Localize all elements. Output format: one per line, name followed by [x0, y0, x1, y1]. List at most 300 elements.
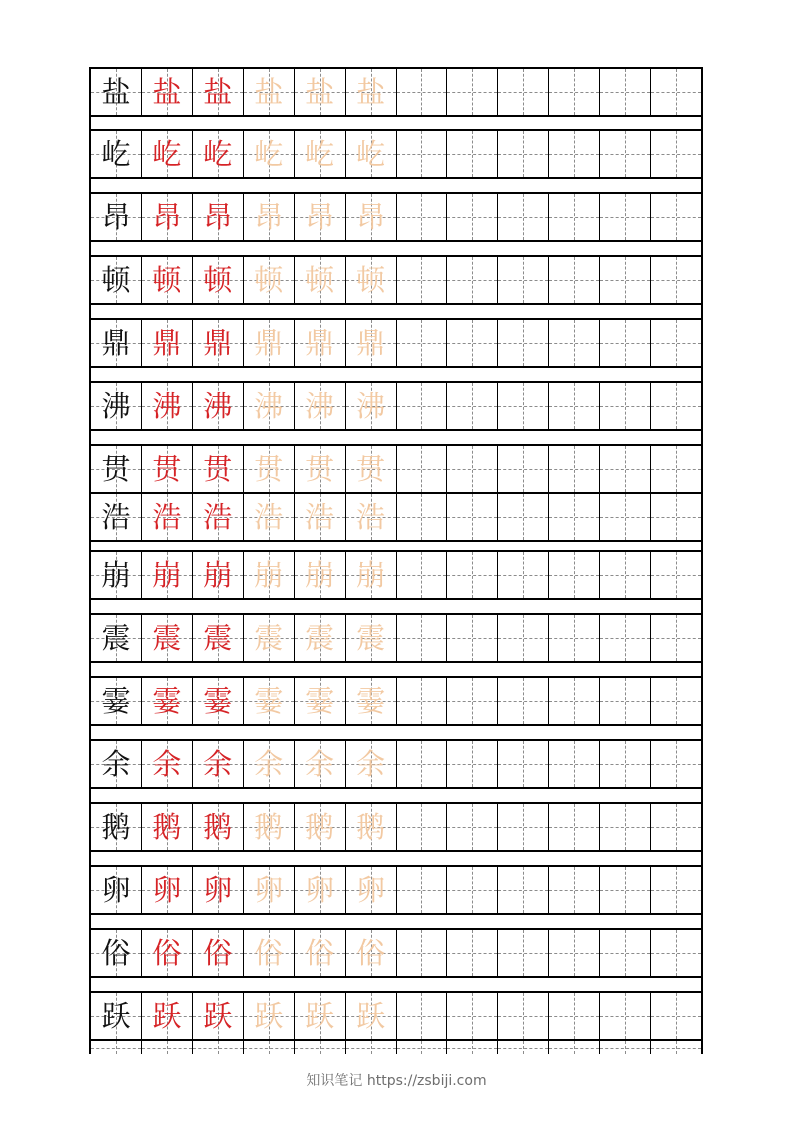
- red-example-character: 崩: [152, 557, 182, 592]
- writing-cell: [244, 446, 295, 492]
- red-example-character: 盐: [152, 74, 182, 109]
- writing-cell: [244, 804, 295, 850]
- writing-cell: [142, 383, 193, 429]
- trace-character: 盐: [305, 74, 335, 109]
- red-example-character: 霎: [203, 683, 233, 718]
- writing-cell: [142, 552, 193, 598]
- writing-cell: [193, 383, 244, 429]
- writing-cell: [142, 741, 193, 787]
- writing-cell: [651, 615, 701, 661]
- writing-cell: [549, 494, 600, 540]
- writing-cell: [346, 1041, 397, 1054]
- writing-cell: [244, 257, 295, 303]
- writing-cell: [346, 194, 397, 240]
- model-character: 浩: [101, 499, 131, 534]
- writing-cell: [447, 741, 498, 787]
- writing-cell: [600, 615, 651, 661]
- trace-character: 昂: [305, 199, 335, 234]
- writing-cell: [91, 320, 142, 366]
- writing-cell: [244, 867, 295, 913]
- writing-cell: [193, 804, 244, 850]
- writing-cell: [193, 494, 244, 540]
- red-example-character: 鹅: [152, 809, 182, 844]
- practice-row: [91, 676, 701, 726]
- writing-cell: [295, 1041, 346, 1054]
- writing-cell: [397, 615, 448, 661]
- writing-cell: [193, 552, 244, 598]
- model-character: 贯: [101, 451, 131, 486]
- writing-cell: [600, 993, 651, 1039]
- writing-cell: [142, 69, 193, 115]
- red-example-character: 跃: [152, 998, 182, 1033]
- red-example-character: 浩: [152, 499, 182, 534]
- trace-character: 卵: [305, 872, 335, 907]
- writing-cell: [498, 320, 549, 366]
- writing-cell: [91, 69, 142, 115]
- red-example-character: 卵: [152, 872, 182, 907]
- writing-cell: [295, 678, 346, 724]
- red-example-character: 鼎: [203, 325, 233, 360]
- trace-character: 盐: [254, 74, 284, 109]
- writing-cell: [346, 446, 397, 492]
- trace-character: 霎: [305, 683, 335, 718]
- trace-character: 余: [305, 746, 335, 781]
- writing-cell: [549, 741, 600, 787]
- writing-cell: [397, 320, 448, 366]
- writing-cell: [600, 383, 651, 429]
- writing-cell: [295, 383, 346, 429]
- practice-row: [91, 550, 701, 600]
- writing-cell: [244, 552, 295, 598]
- trace-character: 震: [305, 620, 335, 655]
- red-example-character: 鹅: [203, 809, 233, 844]
- writing-cell: [244, 1041, 295, 1054]
- trace-character: 贯: [356, 451, 386, 486]
- trace-character: 震: [254, 620, 284, 655]
- red-example-character: 震: [203, 620, 233, 655]
- writing-cell: [447, 552, 498, 598]
- writing-cell: [244, 69, 295, 115]
- writing-cell: [549, 804, 600, 850]
- practice-row: [91, 192, 701, 242]
- writing-cell: [142, 494, 193, 540]
- writing-cell: [295, 867, 346, 913]
- writing-cell: [600, 257, 651, 303]
- trace-character: 沸: [254, 388, 284, 423]
- writing-cell: [397, 867, 448, 913]
- red-example-character: 霎: [152, 683, 182, 718]
- model-character: 崩: [101, 557, 131, 592]
- writing-cell: [549, 930, 600, 976]
- writing-cell: [397, 993, 448, 1039]
- writing-cell: [651, 194, 701, 240]
- writing-cell: [498, 678, 549, 724]
- practice-row: [91, 991, 701, 1041]
- writing-cell: [346, 131, 397, 177]
- writing-cell: [91, 131, 142, 177]
- writing-cell: [447, 194, 498, 240]
- writing-cell: [600, 741, 651, 787]
- writing-cell: [447, 257, 498, 303]
- writing-cell: [91, 993, 142, 1039]
- writing-cell: [447, 320, 498, 366]
- writing-cell: [397, 494, 448, 540]
- writing-cell: [600, 678, 651, 724]
- writing-cell: [346, 804, 397, 850]
- practice-row: [91, 444, 701, 494]
- practice-row: [91, 492, 701, 542]
- writing-cell: [600, 69, 651, 115]
- writing-cell: [91, 678, 142, 724]
- writing-cell: [346, 867, 397, 913]
- writing-cell: [498, 867, 549, 913]
- trace-character: 俗: [356, 935, 386, 970]
- writing-cell: [142, 194, 193, 240]
- writing-cell: [193, 320, 244, 366]
- writing-cell: [498, 494, 549, 540]
- writing-cell: [549, 867, 600, 913]
- writing-cell: [91, 1041, 142, 1054]
- trace-character: 屹: [254, 136, 284, 171]
- trace-character: 沸: [305, 388, 335, 423]
- writing-cell: [193, 446, 244, 492]
- writing-cell: [91, 867, 142, 913]
- writing-cell: [295, 69, 346, 115]
- writing-cell: [346, 494, 397, 540]
- model-character: 跃: [101, 998, 131, 1033]
- writing-cell: [91, 446, 142, 492]
- writing-cell: [397, 804, 448, 850]
- red-example-character: 沸: [152, 388, 182, 423]
- writing-cell: [346, 320, 397, 366]
- partial-row: [91, 1039, 701, 1054]
- trace-character: 顿: [254, 262, 284, 297]
- writing-cell: [142, 1041, 193, 1054]
- writing-cell: [346, 383, 397, 429]
- trace-character: 崩: [356, 557, 386, 592]
- writing-cell: [600, 867, 651, 913]
- red-example-character: 震: [152, 620, 182, 655]
- writing-cell: [193, 741, 244, 787]
- red-example-character: 昂: [203, 199, 233, 234]
- writing-cell: [498, 257, 549, 303]
- trace-character: 卵: [356, 872, 386, 907]
- practice-row: [91, 802, 701, 852]
- trace-character: 浩: [356, 499, 386, 534]
- writing-cell: [346, 930, 397, 976]
- trace-character: 跃: [254, 998, 284, 1033]
- writing-cell: [142, 993, 193, 1039]
- red-example-character: 屹: [152, 136, 182, 171]
- red-example-character: 俗: [203, 935, 233, 970]
- model-character: 鹅: [101, 809, 131, 844]
- writing-cell: [498, 552, 549, 598]
- writing-cell: [295, 930, 346, 976]
- red-example-character: 卵: [203, 872, 233, 907]
- red-example-character: 屹: [203, 136, 233, 171]
- writing-cell: [651, 131, 701, 177]
- red-example-character: 沸: [203, 388, 233, 423]
- writing-cell: [193, 678, 244, 724]
- trace-character: 贯: [254, 451, 284, 486]
- writing-cell: [397, 678, 448, 724]
- writing-cell: [600, 446, 651, 492]
- writing-cell: [651, 867, 701, 913]
- trace-character: 鼎: [305, 325, 335, 360]
- writing-cell: [142, 257, 193, 303]
- practice-row: [91, 255, 701, 305]
- writing-cell: [244, 494, 295, 540]
- writing-cell: [447, 383, 498, 429]
- writing-cell: [498, 615, 549, 661]
- writing-cell: [600, 194, 651, 240]
- writing-cell: [142, 131, 193, 177]
- writing-cell: [600, 930, 651, 976]
- writing-cell: [295, 320, 346, 366]
- writing-cell: [142, 320, 193, 366]
- writing-cell: [651, 320, 701, 366]
- practice-sheet: [89, 67, 703, 1054]
- writing-cell: [651, 69, 701, 115]
- writing-cell: [346, 615, 397, 661]
- writing-cell: [244, 320, 295, 366]
- writing-cell: [549, 678, 600, 724]
- model-character: 昂: [101, 199, 131, 234]
- writing-cell: [295, 131, 346, 177]
- trace-character: 霎: [254, 683, 284, 718]
- trace-character: 鼎: [254, 325, 284, 360]
- writing-cell: [142, 804, 193, 850]
- trace-character: 顿: [305, 262, 335, 297]
- writing-cell: [397, 69, 448, 115]
- trace-character: 鹅: [305, 809, 335, 844]
- writing-cell: [447, 678, 498, 724]
- writing-cell: [651, 678, 701, 724]
- writing-cell: [295, 615, 346, 661]
- red-example-character: 贯: [203, 451, 233, 486]
- trace-character: 卵: [254, 872, 284, 907]
- model-character: 余: [101, 746, 131, 781]
- writing-cell: [397, 741, 448, 787]
- writing-cell: [295, 494, 346, 540]
- red-example-character: 浩: [203, 499, 233, 534]
- writing-cell: [600, 804, 651, 850]
- trace-character: 屹: [356, 136, 386, 171]
- practice-row: [91, 613, 701, 663]
- writing-cell: [498, 194, 549, 240]
- trace-character: 鹅: [254, 809, 284, 844]
- writing-cell: [397, 257, 448, 303]
- writing-cell: [193, 69, 244, 115]
- trace-character: 霎: [356, 683, 386, 718]
- trace-character: 余: [254, 746, 284, 781]
- trace-character: 崩: [254, 557, 284, 592]
- writing-cell: [447, 930, 498, 976]
- model-character: 霎: [101, 683, 131, 718]
- trace-character: 浩: [305, 499, 335, 534]
- writing-cell: [549, 552, 600, 598]
- writing-cell: [346, 257, 397, 303]
- writing-cell: [193, 131, 244, 177]
- writing-cell: [447, 494, 498, 540]
- red-example-character: 顿: [203, 262, 233, 297]
- model-character: 卵: [101, 872, 131, 907]
- writing-cell: [346, 678, 397, 724]
- writing-cell: [91, 494, 142, 540]
- writing-cell: [600, 494, 651, 540]
- red-example-character: 盐: [203, 74, 233, 109]
- writing-cell: [193, 993, 244, 1039]
- writing-cell: [91, 194, 142, 240]
- model-character: 盐: [101, 74, 131, 109]
- practice-row: [91, 318, 701, 368]
- writing-cell: [651, 552, 701, 598]
- writing-cell: [549, 131, 600, 177]
- writing-cell: [447, 804, 498, 850]
- trace-character: 崩: [305, 557, 335, 592]
- writing-cell: [295, 552, 346, 598]
- writing-cell: [91, 552, 142, 598]
- writing-cell: [498, 930, 549, 976]
- writing-cell: [600, 131, 651, 177]
- model-character: 鼎: [101, 325, 131, 360]
- writing-cell: [295, 993, 346, 1039]
- trace-character: 鼎: [356, 325, 386, 360]
- writing-cell: [498, 804, 549, 850]
- trace-character: 鹅: [356, 809, 386, 844]
- writing-cell: [91, 615, 142, 661]
- writing-cell: [295, 741, 346, 787]
- writing-cell: [651, 257, 701, 303]
- writing-cell: [397, 1041, 448, 1054]
- footer-watermark: 知识笔记 https://zsbiji.com: [306, 1073, 487, 1089]
- writing-cell: [549, 615, 600, 661]
- writing-cell: [651, 494, 701, 540]
- writing-cell: [346, 741, 397, 787]
- practice-row: [91, 67, 701, 117]
- writing-cell: [193, 257, 244, 303]
- writing-cell: [193, 615, 244, 661]
- writing-cell: [651, 804, 701, 850]
- writing-cell: [397, 930, 448, 976]
- writing-cell: [193, 1041, 244, 1054]
- trace-character: 俗: [305, 935, 335, 970]
- trace-character: 顿: [356, 262, 386, 297]
- writing-cell: [549, 446, 600, 492]
- writing-cell: [447, 1041, 498, 1054]
- writing-cell: [651, 741, 701, 787]
- writing-cell: [447, 446, 498, 492]
- red-example-character: 余: [152, 746, 182, 781]
- writing-cell: [244, 194, 295, 240]
- trace-character: 昂: [356, 199, 386, 234]
- trace-character: 俗: [254, 935, 284, 970]
- writing-cell: [498, 383, 549, 429]
- writing-cell: [295, 194, 346, 240]
- red-example-character: 余: [203, 746, 233, 781]
- writing-cell: [651, 930, 701, 976]
- writing-cell: [651, 383, 701, 429]
- writing-cell: [447, 69, 498, 115]
- writing-cell: [193, 867, 244, 913]
- writing-cell: [244, 993, 295, 1039]
- writing-cell: [193, 930, 244, 976]
- writing-cell: [244, 131, 295, 177]
- practice-row: [91, 381, 701, 431]
- red-example-character: 贯: [152, 451, 182, 486]
- writing-cell: [549, 1041, 600, 1054]
- writing-cell: [142, 446, 193, 492]
- writing-cell: [600, 320, 651, 366]
- writing-cell: [397, 194, 448, 240]
- writing-cell: [244, 615, 295, 661]
- writing-cell: [447, 131, 498, 177]
- red-example-character: 鼎: [152, 325, 182, 360]
- writing-cell: [193, 194, 244, 240]
- writing-cell: [397, 383, 448, 429]
- model-character: 顿: [101, 262, 131, 297]
- writing-cell: [295, 446, 346, 492]
- writing-cell: [549, 194, 600, 240]
- writing-cell: [142, 615, 193, 661]
- writing-cell: [91, 804, 142, 850]
- writing-cell: [549, 69, 600, 115]
- trace-character: 昂: [254, 199, 284, 234]
- writing-cell: [498, 993, 549, 1039]
- trace-character: 贯: [305, 451, 335, 486]
- writing-cell: [651, 1041, 701, 1054]
- writing-cell: [651, 446, 701, 492]
- writing-cell: [498, 446, 549, 492]
- writing-cell: [142, 930, 193, 976]
- writing-cell: [295, 804, 346, 850]
- writing-cell: [498, 69, 549, 115]
- red-example-character: 跃: [203, 998, 233, 1033]
- writing-cell: [549, 257, 600, 303]
- writing-cell: [498, 131, 549, 177]
- writing-cell: [549, 320, 600, 366]
- writing-cell: [447, 867, 498, 913]
- writing-cell: [397, 131, 448, 177]
- model-character: 震: [101, 620, 131, 655]
- writing-cell: [549, 383, 600, 429]
- writing-cell: [549, 993, 600, 1039]
- writing-cell: [244, 741, 295, 787]
- writing-cell: [142, 867, 193, 913]
- practice-row: [91, 928, 701, 978]
- writing-cell: [346, 552, 397, 598]
- writing-cell: [295, 257, 346, 303]
- writing-cell: [91, 741, 142, 787]
- practice-row: [91, 129, 701, 179]
- trace-character: 跃: [305, 998, 335, 1033]
- practice-row: [91, 865, 701, 915]
- writing-cell: [244, 383, 295, 429]
- writing-cell: [600, 1041, 651, 1054]
- practice-row: [91, 739, 701, 789]
- trace-character: 屹: [305, 136, 335, 171]
- writing-cell: [91, 257, 142, 303]
- writing-cell: [91, 383, 142, 429]
- writing-cell: [244, 678, 295, 724]
- trace-character: 余: [356, 746, 386, 781]
- writing-cell: [447, 993, 498, 1039]
- writing-cell: [346, 993, 397, 1039]
- red-example-character: 昂: [152, 199, 182, 234]
- writing-cell: [397, 446, 448, 492]
- trace-character: 浩: [254, 499, 284, 534]
- model-character: 屹: [101, 136, 131, 171]
